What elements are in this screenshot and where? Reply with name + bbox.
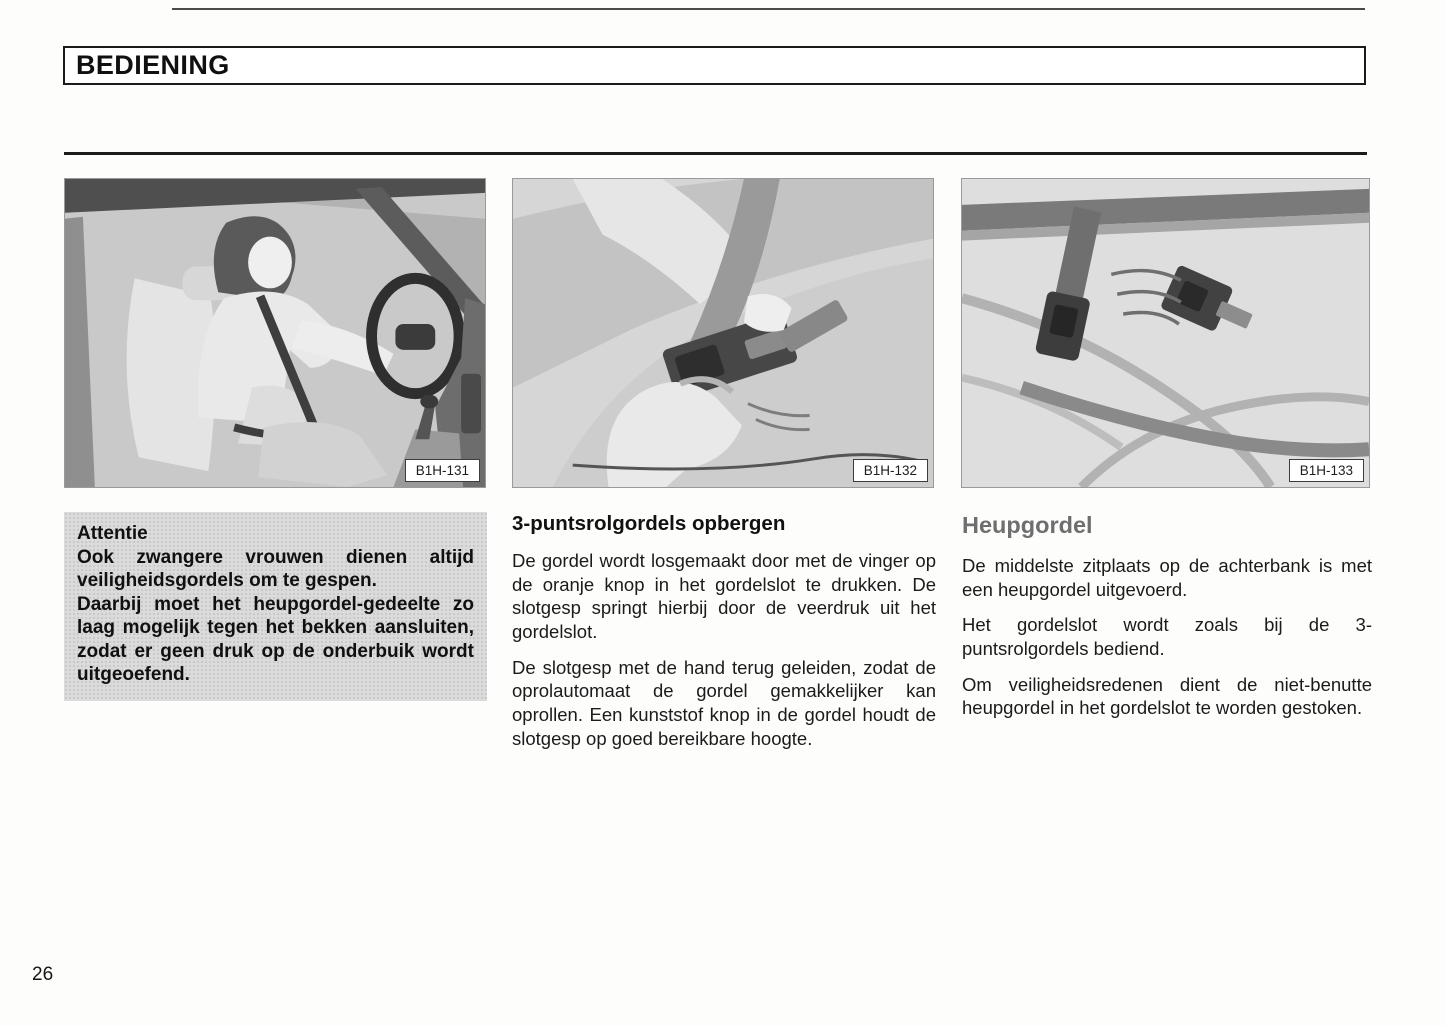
page-number: 26	[32, 964, 54, 985]
body-paragraph: Om veiligheidsredenen dient de niet-benutte heupgordel in het gordelslot te worden gestoken.	[962, 673, 1372, 719]
body-paragraph: De gordel wordt losgemaakt door met de vinger op de oranje knop in het gordelslot te drukken. De slotgesp springt hierbij door de veerdruk uit het gordelslot.	[512, 550, 936, 643]
pregnant-driver-illustration	[65, 179, 485, 487]
chapter-title: BEDIENING	[76, 50, 230, 80]
hand-buckle-illustration	[513, 179, 933, 487]
section-belt-stowing	[512, 512, 936, 762]
figure-label: B1H-132	[853, 459, 928, 483]
body-paragraph: De middelste zitplaats op de achterbank is met een heupgordel uitgevoerd.	[962, 555, 1372, 600]
attention-paragraph: Daarbij moet het heupgordel-gedeelte zo laag mogelijk tegen het bekken aansluiten, zodat er geen druk op de onderbuik wordt uitgeoefend.	[77, 593, 474, 686]
header-divider	[64, 152, 1367, 155]
body-paragraph: Het gordelslot wordt zoals bij de 3-puntsrolgordels bediend.	[962, 614, 1372, 660]
figure-buckle-stow	[512, 178, 934, 488]
attention-paragraph: Ook zwangere vrouwen dienen altijd veiligheidsgordels om te gespen.	[77, 546, 474, 592]
figure-lap-belt	[961, 178, 1370, 488]
section-heading: Heupgordel	[962, 512, 1093, 538]
section-heading: 3-puntsrolgordels opbergen	[512, 512, 786, 535]
chapter-header-box	[63, 46, 1366, 85]
figure-label: B1H-133	[1289, 459, 1364, 483]
lap-belt-buckles-illustration	[962, 179, 1369, 487]
attention-box	[64, 512, 487, 701]
figure-label: B1H-131	[405, 459, 480, 483]
body-paragraph: De slotgesp met de hand terug geleiden, zodat de oprolautomaat de gordel gemakkelijker kan oprollen. Een kunststof knop in de gordel houdt de slotgesp op goed bereikbare hoogte.	[512, 656, 936, 749]
figure-driver-seatbelt	[64, 178, 486, 488]
scan-edge-line	[172, 8, 1365, 10]
section-lap-belt	[962, 512, 1372, 732]
attention-title: Attentie	[77, 523, 148, 544]
